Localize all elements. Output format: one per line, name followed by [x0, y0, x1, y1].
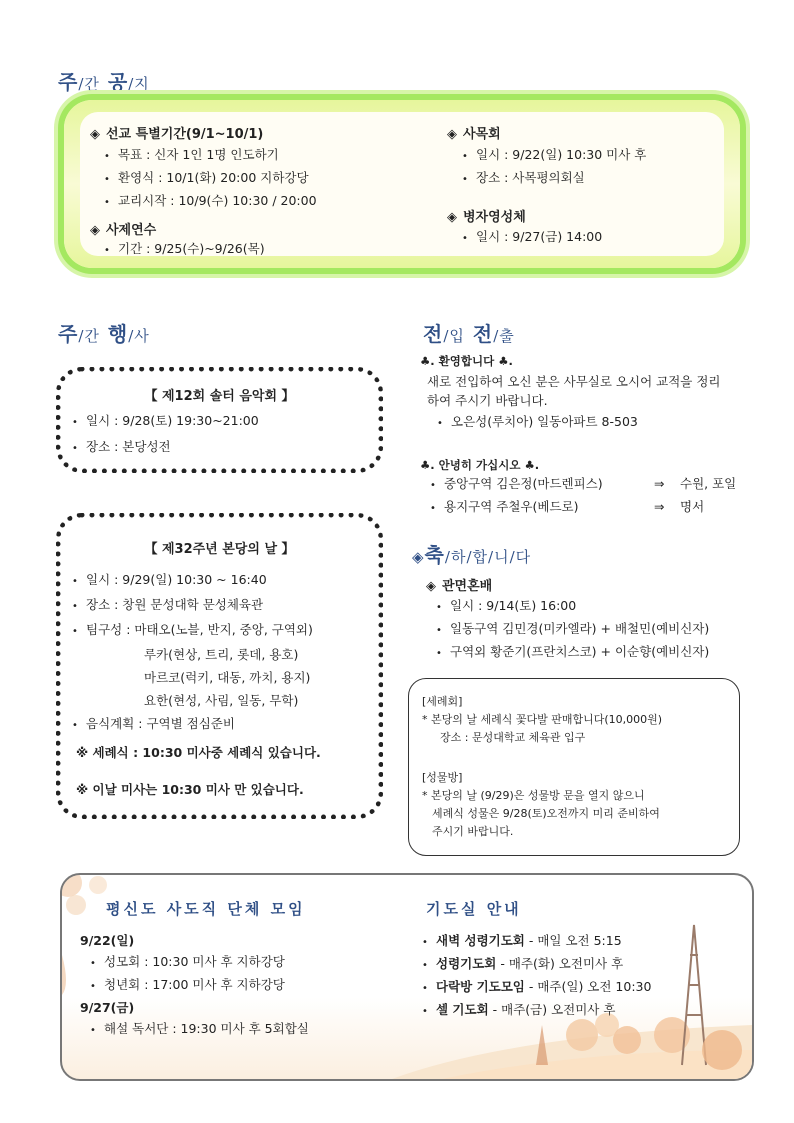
info-line: 장소 : 문성대학교 체육관 입구: [440, 731, 586, 744]
lay-apostolate-title: 평신도 사도직 단체 모임: [106, 900, 306, 918]
farewell-name: 용지구역 주철우(베드로): [444, 499, 579, 514]
anniversary-items: [72, 568, 313, 737]
prayer-list: [422, 930, 651, 1022]
list-item: • 일시 : 9/14(토) 16:00: [436, 595, 709, 618]
prayer-item: • 다락방 기도모임 - 매주(일) 오전 10:30: [422, 976, 651, 999]
food-plan: • 음식계획 : 구역별 점심준비: [72, 712, 313, 737]
farewell-dest: 수원, 포일: [680, 476, 737, 491]
farewell-items: [430, 473, 736, 519]
priest-retreat-items: [104, 239, 265, 260]
wedding-items: [436, 595, 709, 664]
weekly-events-title: 주/간 행/사: [58, 322, 150, 346]
diamond-icon: ◈: [90, 127, 100, 142]
team-row: 마르코(럭키, 대동, 까치, 용지): [144, 670, 311, 685]
mass-note: ※ 이날 미사는 10:30 미사 만 있습니다.: [76, 782, 304, 797]
baptism-label: [세례회]: [422, 695, 463, 708]
baptism-note: ※ 세례식 : 10:30 미사중 세례식 있습니다.: [76, 745, 321, 760]
sick-anointing-heading: ◈ 병자영성체: [447, 210, 526, 225]
info-line: * 본당의 날 (9/29)은 성물방 문을 열지 않으니: [422, 789, 645, 802]
list-item: • 목표 : 신자 1인 1명 인도하기: [104, 145, 317, 166]
lay-apostolate-list: [80, 930, 309, 1041]
sick-anointing-items: [462, 227, 602, 248]
arrow-icon: ⇒: [654, 476, 665, 491]
list-item: • 기간 : 9/25(수)~9/26(목): [104, 239, 265, 260]
list-item: • 장소 : 본당성전: [72, 437, 259, 458]
list-item: • 오은성(루치아) 일동아파트 8-503: [427, 412, 720, 433]
concert-items: [72, 411, 259, 458]
farewell-row: [430, 496, 736, 519]
diamond-icon: ◈: [426, 579, 436, 594]
prayer-item: • 새벽 성령기도회 - 매일 오전 5:15: [422, 930, 651, 953]
info-box-content: [422, 693, 662, 841]
team-label: • 팀구성 : 마태오(노블, 반지, 중앙, 구역외): [72, 618, 313, 643]
list-item: • 일시 : 9/27(금) 14:00: [462, 227, 602, 248]
list-item: • 청년회 : 17:00 미사 후 지하강당: [80, 974, 309, 997]
anniversary-title: 【 제32주년 본당의 날 】: [144, 542, 295, 557]
prayer-room-title: 기도실 안내: [426, 900, 522, 918]
mission-heading: ◈ 선교 특별기간(9/1~10/1): [90, 127, 264, 142]
team-row: 요한(현성, 사림, 일동, 무학): [144, 693, 299, 708]
welcome-text: [427, 372, 720, 433]
list-item: • 일시 : 9/22(일) 10:30 미사 후: [462, 145, 646, 166]
welcome-line: 하여 주시기 바랍니다.: [427, 393, 548, 408]
mission-items: [104, 145, 317, 212]
list-item: • 일동구역 김민경(미카엘라) + 배철민(예비신자): [436, 618, 709, 641]
diamond-icon: ◈: [90, 223, 100, 238]
prayer-item: • 성령기도회 - 매주(화) 오전미사 후: [422, 953, 651, 976]
diamond-icon: ◈: [412, 548, 425, 566]
congrats-title: ◈축/하/합/니/다: [412, 543, 532, 567]
arrow-icon: ⇒: [654, 499, 665, 514]
date-heading: 9/27(금): [80, 1000, 135, 1015]
welcome-heading: ♣. 환영합니다 ♣.: [420, 354, 513, 368]
farewell-name: 중앙구역 김은정(마드렌피스): [444, 476, 603, 491]
list-item: • 성모회 : 10:30 미사 후 지하강당: [80, 951, 309, 974]
date-heading: 9/22(일): [80, 933, 135, 948]
info-line: 세례식 성물은 9/28(토)오전까지 미리 준비하여: [432, 807, 660, 820]
wedding-heading: ◈ 관면혼배: [426, 579, 493, 594]
list-item: • 해설 독서단 : 19:30 미사 후 5회합실: [80, 1018, 309, 1041]
diamond-icon: ◈: [447, 127, 457, 142]
farewell-row: [430, 473, 736, 496]
list-item: • 환영식 : 10/1(화) 20:00 지하강당: [104, 168, 317, 189]
diamond-icon: ◈: [447, 210, 457, 225]
welcome-line: 새로 전입하여 오신 분은 사무실로 오시어 교적을 정리: [427, 374, 721, 389]
priest-retreat-heading: ◈ 사제연수: [90, 223, 157, 238]
gift-label: [성물방]: [422, 771, 463, 784]
concert-title: 【 제12회 솔터 음악회 】: [144, 389, 295, 404]
pastoral-items: [462, 145, 646, 189]
info-line: * 본당의 날 세례식 꽃다발 판매합니다(10,000원): [422, 713, 663, 726]
info-line: 주시기 바랍니다.: [432, 825, 514, 838]
list-item: • 장소 : 창원 문성대학 문성체육관: [72, 593, 313, 618]
list-item: • 구역외 황준기(프란치스코) + 이순향(예비신자): [436, 641, 709, 664]
list-item: • 교리시작 : 10/9(수) 10:30 / 20:00: [104, 191, 317, 212]
prayer-item: • 셀 기도회 - 매주(금) 오전미사 후: [422, 999, 651, 1022]
list-item: • 장소 : 사목평의회실: [462, 168, 646, 189]
farewell-heading: ♣. 안녕히 가십시오 ♣.: [420, 458, 540, 472]
list-item: • 일시 : 9/28(토) 19:30~21:00: [72, 411, 259, 432]
team-row: 루카(현상, 트리, 롯데, 용호): [144, 647, 299, 662]
transfers-title: 전/입 전/출: [423, 322, 515, 346]
weekly-notice-title: 주/간 공/지: [58, 70, 150, 94]
farewell-dest: 명서: [680, 499, 705, 514]
pastoral-heading: ◈ 사목회: [447, 127, 501, 142]
list-item: • 일시 : 9/29(일) 10:30 ~ 16:40: [72, 568, 313, 593]
